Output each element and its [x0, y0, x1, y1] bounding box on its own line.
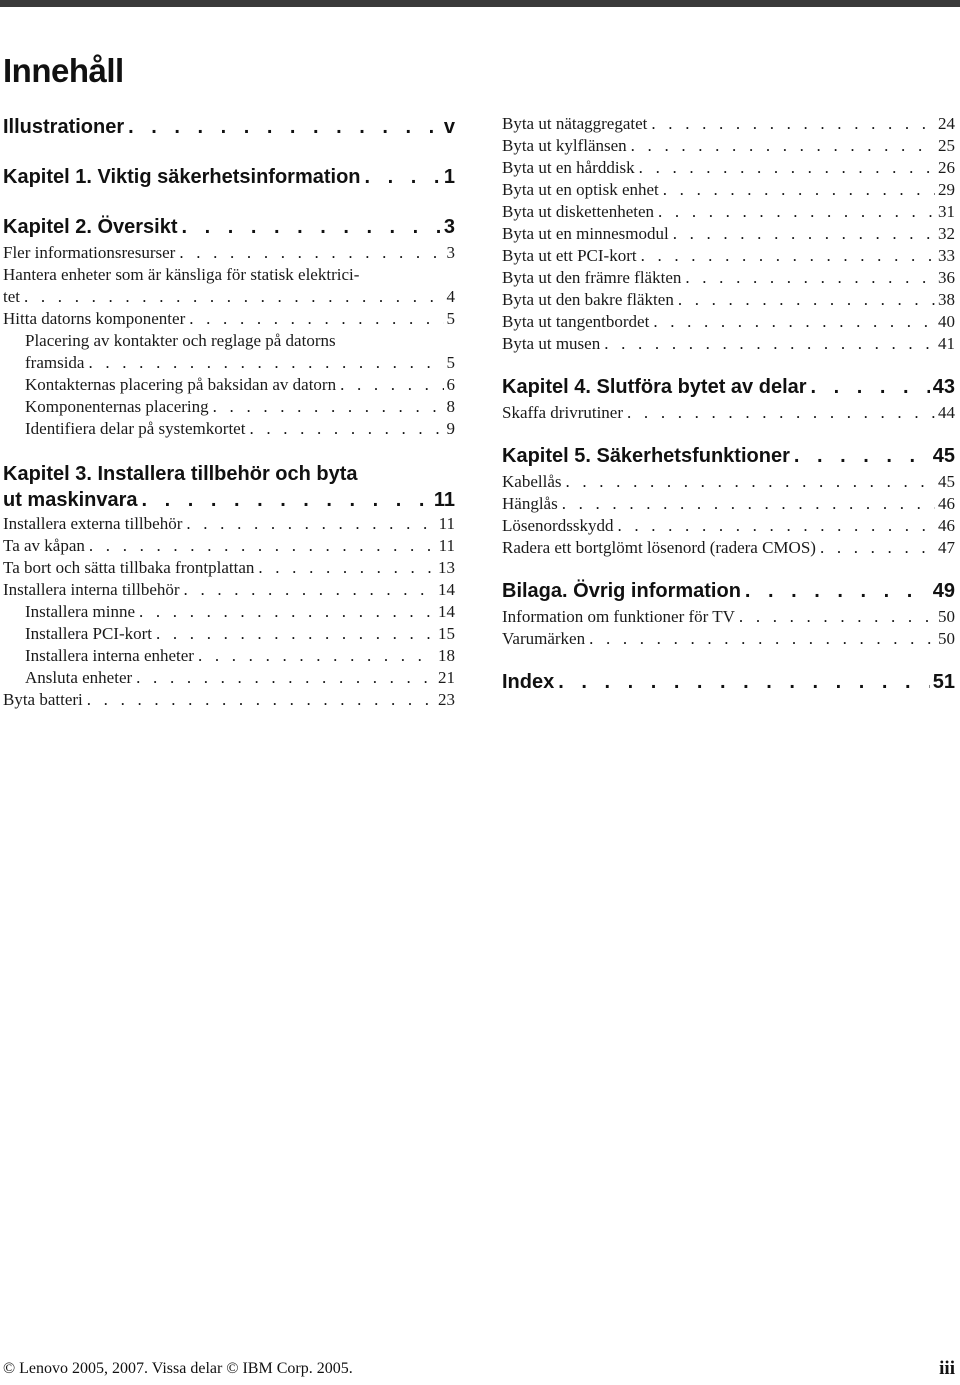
toc-entry[interactable]: Komponenternas placering . . . 8	[3, 396, 455, 418]
toc-entry[interactable]: Byta batteri . . . 23	[3, 689, 455, 711]
toc-entry[interactable]: Byta ut ett PCI-kort . . . 33	[502, 245, 955, 267]
dot-leader	[182, 213, 441, 242]
toc-chapter-1[interactable]: Kapitel 1. Viktig säkerhetsinformation . . . 1	[3, 163, 455, 192]
toc-entry[interactable]: Kontakternas placering på baksidan av datorn . . . 6	[3, 374, 455, 396]
dot-leader	[365, 163, 441, 192]
dot-leader	[258, 557, 435, 579]
dot-leader	[627, 402, 935, 424]
dot-leader	[142, 487, 431, 513]
toc-entry[interactable]: Installera externa tillbehör . . . 11	[3, 513, 455, 535]
dot-leader	[184, 579, 435, 601]
dot-leader	[811, 373, 930, 402]
toc-entry[interactable]: Radera ett bortglömt lösenord (radera CMOS) . . . 47	[502, 537, 955, 559]
toc-appendix[interactable]: Bilaga. Övrig information . . . 49	[502, 577, 955, 606]
toc-entry[interactable]: Hantera enheter som är känsliga för statisk elektrici- tet . . . 4	[3, 264, 455, 308]
dot-leader	[745, 577, 930, 606]
toc-entry[interactable]: Kabellås . . . 45	[502, 471, 955, 493]
page-number: iii	[939, 1358, 955, 1379]
dot-leader	[820, 537, 935, 559]
dot-leader	[685, 267, 935, 289]
dot-leader	[558, 668, 930, 697]
dot-leader	[651, 113, 935, 135]
dot-leader	[156, 623, 435, 645]
toc-entry[interactable]: Installera interna enheter . . . 18	[3, 645, 455, 667]
dot-leader	[128, 113, 441, 142]
toc-entry[interactable]: Lösenordsskydd . . . 46	[502, 515, 955, 537]
top-rule	[0, 0, 960, 7]
toc-index[interactable]: Index . . . 51	[502, 668, 955, 697]
dot-leader	[24, 286, 444, 308]
dot-leader	[87, 689, 435, 711]
dot-leader	[565, 471, 935, 493]
dot-leader	[739, 606, 935, 628]
toc-chapter-illustrationer[interactable]: Illustrationer . . . v	[3, 113, 455, 142]
toc-entry[interactable]: Installera minne . . . 14	[3, 601, 455, 623]
dot-leader	[678, 289, 935, 311]
toc-entry[interactable]: Skaffa drivrutiner . . . 44	[502, 402, 955, 424]
toc-entry[interactable]: Placering av kontakter och reglage på datorns framsida . . . 5	[3, 330, 455, 374]
dot-leader	[673, 223, 935, 245]
dot-leader	[639, 157, 935, 179]
dot-leader	[794, 442, 930, 471]
toc-entry[interactable]: Byta ut en optisk enhet . . . 29	[502, 179, 955, 201]
toc-entry[interactable]: Hitta datorns komponenter . . . 5	[3, 308, 455, 330]
toc-chapter-5[interactable]: Kapitel 5. Säkerhetsfunktioner . . . 45	[502, 442, 955, 471]
dot-leader	[249, 418, 443, 440]
toc-entry[interactable]: Ansluta enheter . . . 21	[3, 667, 455, 689]
dot-leader	[617, 515, 935, 537]
dot-leader	[631, 135, 935, 157]
page-footer	[3, 1360, 955, 1384]
toc-chapter-3[interactable]: Kapitel 3. Installera tillbehör och byta ut maskinvara . . . 11	[3, 461, 455, 513]
toc-chapter-4[interactable]: Kapitel 4. Slutföra bytet av delar . . . 43	[502, 373, 955, 402]
toc-entry[interactable]: Byta ut en hårddisk . . . 26	[502, 157, 955, 179]
toc-entry[interactable]: Byta ut den främre fläkten . . . 36	[502, 267, 955, 289]
toc-entry[interactable]: Byta ut nätaggregatet . . . 24	[502, 113, 955, 135]
toc-entry[interactable]: Byta ut kylflänsen . . . 25	[502, 135, 955, 157]
toc-entry[interactable]: Installera interna tillbehör . . . 14	[3, 579, 455, 601]
toc-entry[interactable]: Varumärken . . . 50	[502, 628, 955, 650]
dot-leader	[653, 311, 935, 333]
dot-leader	[589, 628, 935, 650]
dot-leader	[213, 396, 444, 418]
toc-entry[interactable]: Ta av kåpan . . . 11	[3, 535, 455, 557]
toc-left-column	[3, 113, 455, 711]
dot-leader	[641, 245, 935, 267]
dot-leader	[562, 493, 935, 515]
dot-leader	[198, 645, 435, 667]
toc-entry[interactable]: Hänglås . . . 46	[502, 493, 955, 515]
toc-chapter-2[interactable]: Kapitel 2. Översikt . . . 3	[3, 213, 455, 242]
dot-leader	[89, 535, 436, 557]
dot-leader	[340, 374, 443, 396]
dot-leader	[189, 308, 443, 330]
toc-right-column	[502, 113, 955, 697]
toc-entry[interactable]: Byta ut musen . . . 41	[502, 333, 955, 355]
toc-entry[interactable]: Information om funktioner för TV . . . 50	[502, 606, 955, 628]
page-title: Innehåll	[3, 52, 124, 89]
dot-leader	[658, 201, 935, 223]
toc-entry[interactable]: Byta ut den bakre fläkten . . . 38	[502, 289, 955, 311]
dot-leader	[136, 667, 435, 689]
toc-entry[interactable]: Installera PCI-kort . . . 15	[3, 623, 455, 645]
dot-leader	[139, 601, 435, 623]
copyright-notice: © Lenovo 2005, 2007. Vissa delar © IBM Corp. 2005.	[3, 1360, 353, 1377]
dot-leader	[604, 333, 935, 355]
dot-leader	[88, 352, 443, 374]
toc-entry[interactable]: Ta bort och sätta tillbaka frontplattan . . . 13	[3, 557, 455, 579]
toc-entry[interactable]: Byta ut tangentbordet . . . 40	[502, 311, 955, 333]
toc-entry[interactable]: Byta ut en minnesmodul . . . 32	[502, 223, 955, 245]
dot-leader	[186, 513, 435, 535]
toc-entry[interactable]: Byta ut diskettenheten . . . 31	[502, 201, 955, 223]
dot-leader	[179, 242, 443, 264]
toc-entry[interactable]: Identifiera delar på systemkortet . . . 9	[3, 418, 455, 440]
toc-entry[interactable]: Fler informationsresurser . . . 3	[3, 242, 455, 264]
dot-leader	[663, 179, 935, 201]
